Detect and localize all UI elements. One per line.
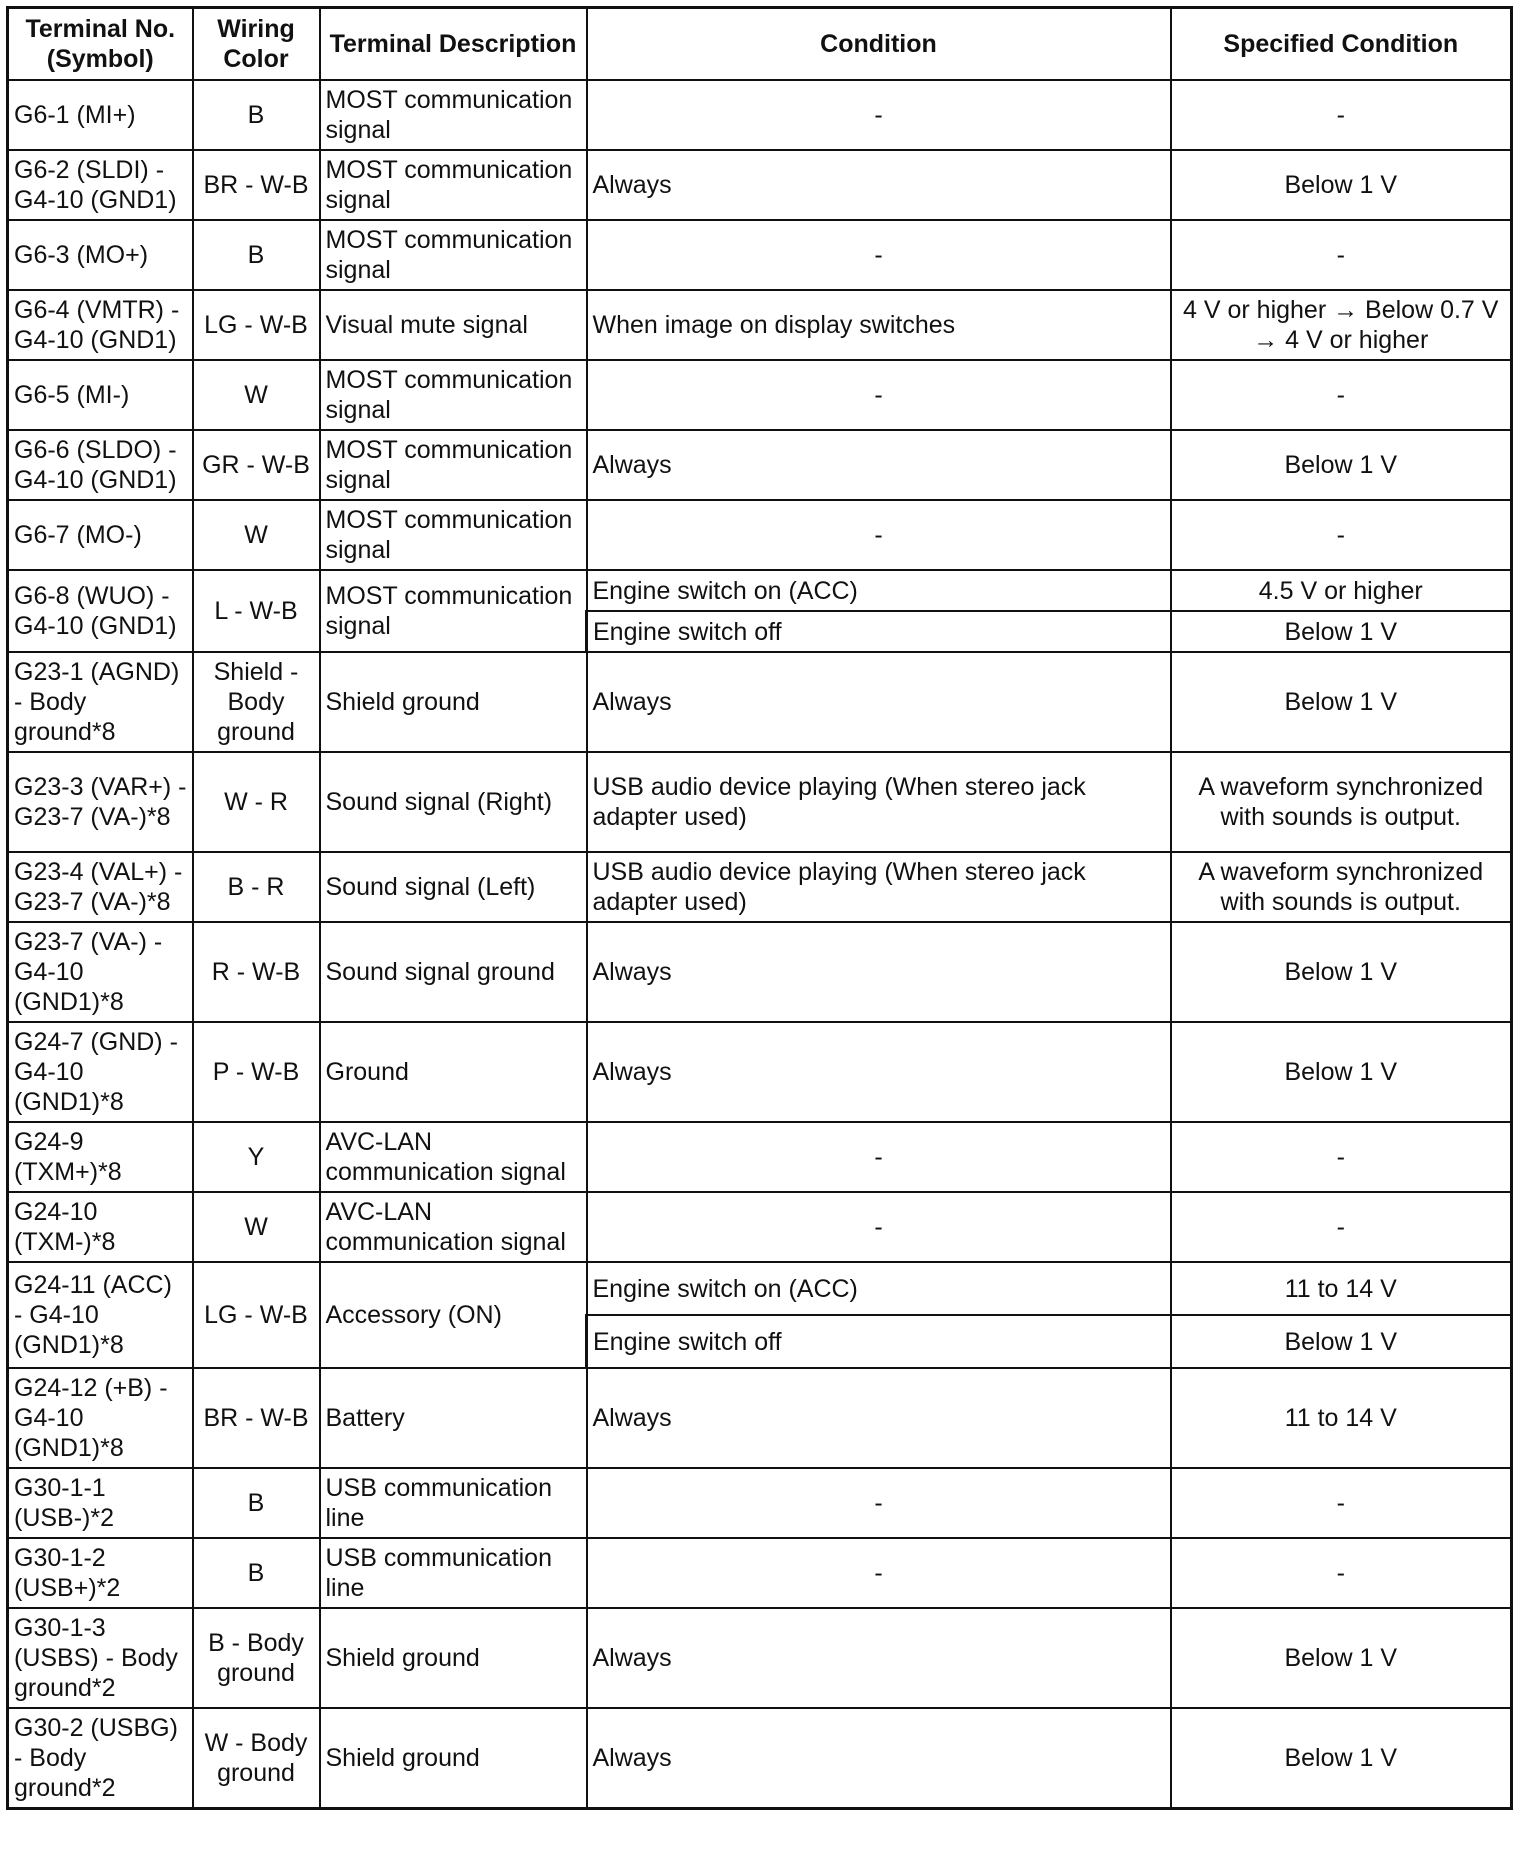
description-cell: Ground: [320, 1022, 587, 1122]
description-cell: Visual mute signal: [320, 290, 587, 360]
terminal-cell: G23-4 (VAL+) - G23-7 (VA-)*8: [8, 852, 193, 922]
terminal-cell: G23-7 (VA-) - G4-10 (GND1)*8: [8, 922, 193, 1022]
table-row: [8, 1538, 1512, 1608]
condition-cell: Engine switch on (ACC): [587, 1262, 1171, 1315]
description-cell: MOST communication signal: [320, 360, 587, 430]
description-cell: USB communication line: [320, 1468, 587, 1538]
description-cell: Sound signal (Left): [320, 852, 587, 922]
wiring-color-cell: L - W-B: [193, 570, 320, 652]
terminal-cell: G30-1-1 (USB-)*2: [8, 1468, 193, 1538]
condition-cell: Always: [587, 1368, 1171, 1468]
specified-condition-cell: -: [1171, 1122, 1512, 1192]
table-row: [8, 1022, 1512, 1122]
description-cell: Sound signal ground: [320, 922, 587, 1022]
description-cell: Shield ground: [320, 1608, 587, 1708]
terminal-cell: G6-1 (MI+): [8, 80, 193, 150]
wiring-color-cell: W: [193, 360, 320, 430]
specified-condition-cell: -: [1171, 500, 1512, 570]
wiring-color-cell: R - W-B: [193, 922, 320, 1022]
table-row: [8, 290, 1512, 360]
condition-cell: -: [587, 1538, 1171, 1608]
description-cell: MOST communication signal: [320, 150, 587, 220]
terminal-cell: G6-8 (WUO) - G4-10 (GND1): [8, 570, 193, 652]
specified-condition-cell: -: [1171, 1538, 1512, 1608]
specified-condition-cell: -: [1171, 1192, 1512, 1262]
wiring-color-cell: W - R: [193, 752, 320, 852]
specified-condition-cell: -: [1171, 220, 1512, 290]
description-cell: Accessory (ON): [320, 1262, 587, 1368]
table-row: [8, 652, 1512, 752]
condition-cell: Always: [587, 1022, 1171, 1122]
specified-condition-cell: Below 1 V: [1171, 611, 1512, 652]
wiring-color-cell: LG - W-B: [193, 290, 320, 360]
condition-cell: -: [587, 360, 1171, 430]
condition-cell: -: [587, 1122, 1171, 1192]
terminal-cell: G24-7 (GND) - G4-10 (GND1)*8: [8, 1022, 193, 1122]
table-row: [8, 430, 1512, 500]
description-cell: MOST communication signal: [320, 80, 587, 150]
description-cell: Shield ground: [320, 652, 587, 752]
table-row: [8, 1192, 1512, 1262]
terminal-cell: G23-3 (VAR+) - G23-7 (VA-)*8: [8, 752, 193, 852]
description-cell: Battery: [320, 1368, 587, 1468]
wiring-color-cell: Y: [193, 1122, 320, 1192]
specified-condition-cell: 4.5 V or higher: [1171, 570, 1512, 611]
specified-condition-cell: 11 to 14 V: [1171, 1368, 1512, 1468]
table-row: [8, 852, 1512, 922]
table-row: [8, 1368, 1512, 1468]
condition-cell: USB audio device playing (When stereo jack adapter used): [587, 752, 1171, 852]
terminal-cell: G23-1 (AGND) - Body ground*8: [8, 652, 193, 752]
condition-cell: USB audio device playing (When stereo jack adapter used): [587, 852, 1171, 922]
wiring-color-cell: B: [193, 1538, 320, 1608]
table-row: [8, 360, 1512, 430]
condition-cell: -: [587, 1192, 1171, 1262]
specified-condition-cell: A waveform synchronized with sounds is output.: [1171, 852, 1512, 922]
condition-cell: Always: [587, 922, 1171, 1022]
terminal-cell: G30-1-2 (USB+)*2: [8, 1538, 193, 1608]
wiring-color-cell: W: [193, 1192, 320, 1262]
table-row: [8, 570, 1512, 611]
wiring-color-cell: BR - W-B: [193, 150, 320, 220]
terminal-cell: G6-3 (MO+): [8, 220, 193, 290]
table-row: [8, 1262, 1512, 1315]
specified-condition-cell: Below 1 V: [1171, 1315, 1512, 1368]
wiring-color-cell: BR - W-B: [193, 1368, 320, 1468]
wiring-color-cell: Shield - Body ground: [193, 652, 320, 752]
terminal-cell: G6-4 (VMTR) - G4-10 (GND1): [8, 290, 193, 360]
condition-cell: -: [587, 80, 1171, 150]
wiring-color-cell: B - R: [193, 852, 320, 922]
specified-condition-cell: 11 to 14 V: [1171, 1262, 1512, 1315]
terminal-cell: G6-2 (SLDI) - G4-10 (GND1): [8, 150, 193, 220]
condition-cell: -: [587, 220, 1171, 290]
description-cell: MOST communication signal: [320, 500, 587, 570]
wiring-color-cell: W - Body ground: [193, 1708, 320, 1809]
header-row: [8, 8, 1512, 81]
terminal-cell: G6-6 (SLDO) - G4-10 (GND1): [8, 430, 193, 500]
description-cell: Sound signal (Right): [320, 752, 587, 852]
condition-cell: Always: [587, 150, 1171, 220]
condition-cell: Engine switch off: [587, 1315, 1171, 1368]
terminal-cell: G6-7 (MO-): [8, 500, 193, 570]
table-row: [8, 922, 1512, 1022]
specified-condition-cell: -: [1171, 80, 1512, 150]
condition-cell: Engine switch off: [587, 611, 1171, 652]
wiring-color-cell: W: [193, 500, 320, 570]
wiring-color-cell: B: [193, 220, 320, 290]
terminal-cell: G24-9 (TXM+)*8: [8, 1122, 193, 1192]
table-row: [8, 1608, 1512, 1708]
specified-condition-cell: A waveform synchronized with sounds is output.: [1171, 752, 1512, 852]
specified-condition-cell: Below 1 V: [1171, 1022, 1512, 1122]
table-row: [8, 500, 1512, 570]
description-cell: MOST communication signal: [320, 220, 587, 290]
header-wiring-color: Wiring Color: [193, 8, 320, 81]
condition-cell: Always: [587, 1608, 1171, 1708]
specified-condition-cell: -: [1171, 1468, 1512, 1538]
terminal-cell: G24-10 (TXM-)*8: [8, 1192, 193, 1262]
header-specified-condition: Specified Condition: [1171, 8, 1512, 81]
specified-condition-cell: -: [1171, 360, 1512, 430]
specified-condition-cell: 4 V or higher → Below 0.7 V → 4 V or higher: [1171, 290, 1512, 360]
specified-condition-cell: Below 1 V: [1171, 1608, 1512, 1708]
specified-condition-cell: Below 1 V: [1171, 430, 1512, 500]
table-row: [8, 150, 1512, 220]
terminal-cell: G30-2 (USBG) - Body ground*2: [8, 1708, 193, 1809]
terminal-cell: G30-1-3 (USBS) - Body ground*2: [8, 1608, 193, 1708]
wiring-color-cell: B: [193, 1468, 320, 1538]
specified-condition-cell: Below 1 V: [1171, 1708, 1512, 1809]
condition-cell: Always: [587, 430, 1171, 500]
condition-cell: Always: [587, 652, 1171, 752]
header-condition: Condition: [587, 8, 1171, 81]
terminal-cell: G24-12 (+B) - G4-10 (GND1)*8: [8, 1368, 193, 1468]
terminal-cell: G6-5 (MI-): [8, 360, 193, 430]
wiring-color-cell: P - W-B: [193, 1022, 320, 1122]
condition-cell: -: [587, 500, 1171, 570]
specified-condition-cell: Below 1 V: [1171, 150, 1512, 220]
header-terminal-description: Terminal Description: [320, 8, 587, 81]
table-row: [8, 1468, 1512, 1538]
table-row: [8, 1122, 1512, 1192]
description-cell: USB communication line: [320, 1538, 587, 1608]
terminal-spec-table: [6, 6, 1513, 1810]
description-cell: MOST communication signal: [320, 430, 587, 500]
condition-cell: Engine switch on (ACC): [587, 570, 1171, 611]
wiring-color-cell: GR - W-B: [193, 430, 320, 500]
wiring-color-cell: B: [193, 80, 320, 150]
condition-cell: -: [587, 1468, 1171, 1538]
description-cell: AVC-LAN communication signal: [320, 1192, 587, 1262]
wiring-color-cell: LG - W-B: [193, 1262, 320, 1368]
condition-cell: Always: [587, 1708, 1171, 1809]
wiring-color-cell: B - Body ground: [193, 1608, 320, 1708]
specified-condition-cell: Below 1 V: [1171, 652, 1512, 752]
description-cell: Shield ground: [320, 1708, 587, 1809]
header-terminal: Terminal No. (Symbol): [8, 8, 193, 81]
table-row: [8, 220, 1512, 290]
terminal-cell: G24-11 (ACC) - G4-10 (GND1)*8: [8, 1262, 193, 1368]
condition-cell: When image on display switches: [587, 290, 1171, 360]
table-row: [8, 80, 1512, 150]
description-cell: AVC-LAN communication signal: [320, 1122, 587, 1192]
specified-condition-cell: Below 1 V: [1171, 922, 1512, 1022]
table-row: [8, 752, 1512, 852]
table-row: [8, 1708, 1512, 1809]
description-cell: MOST communication signal: [320, 570, 587, 652]
